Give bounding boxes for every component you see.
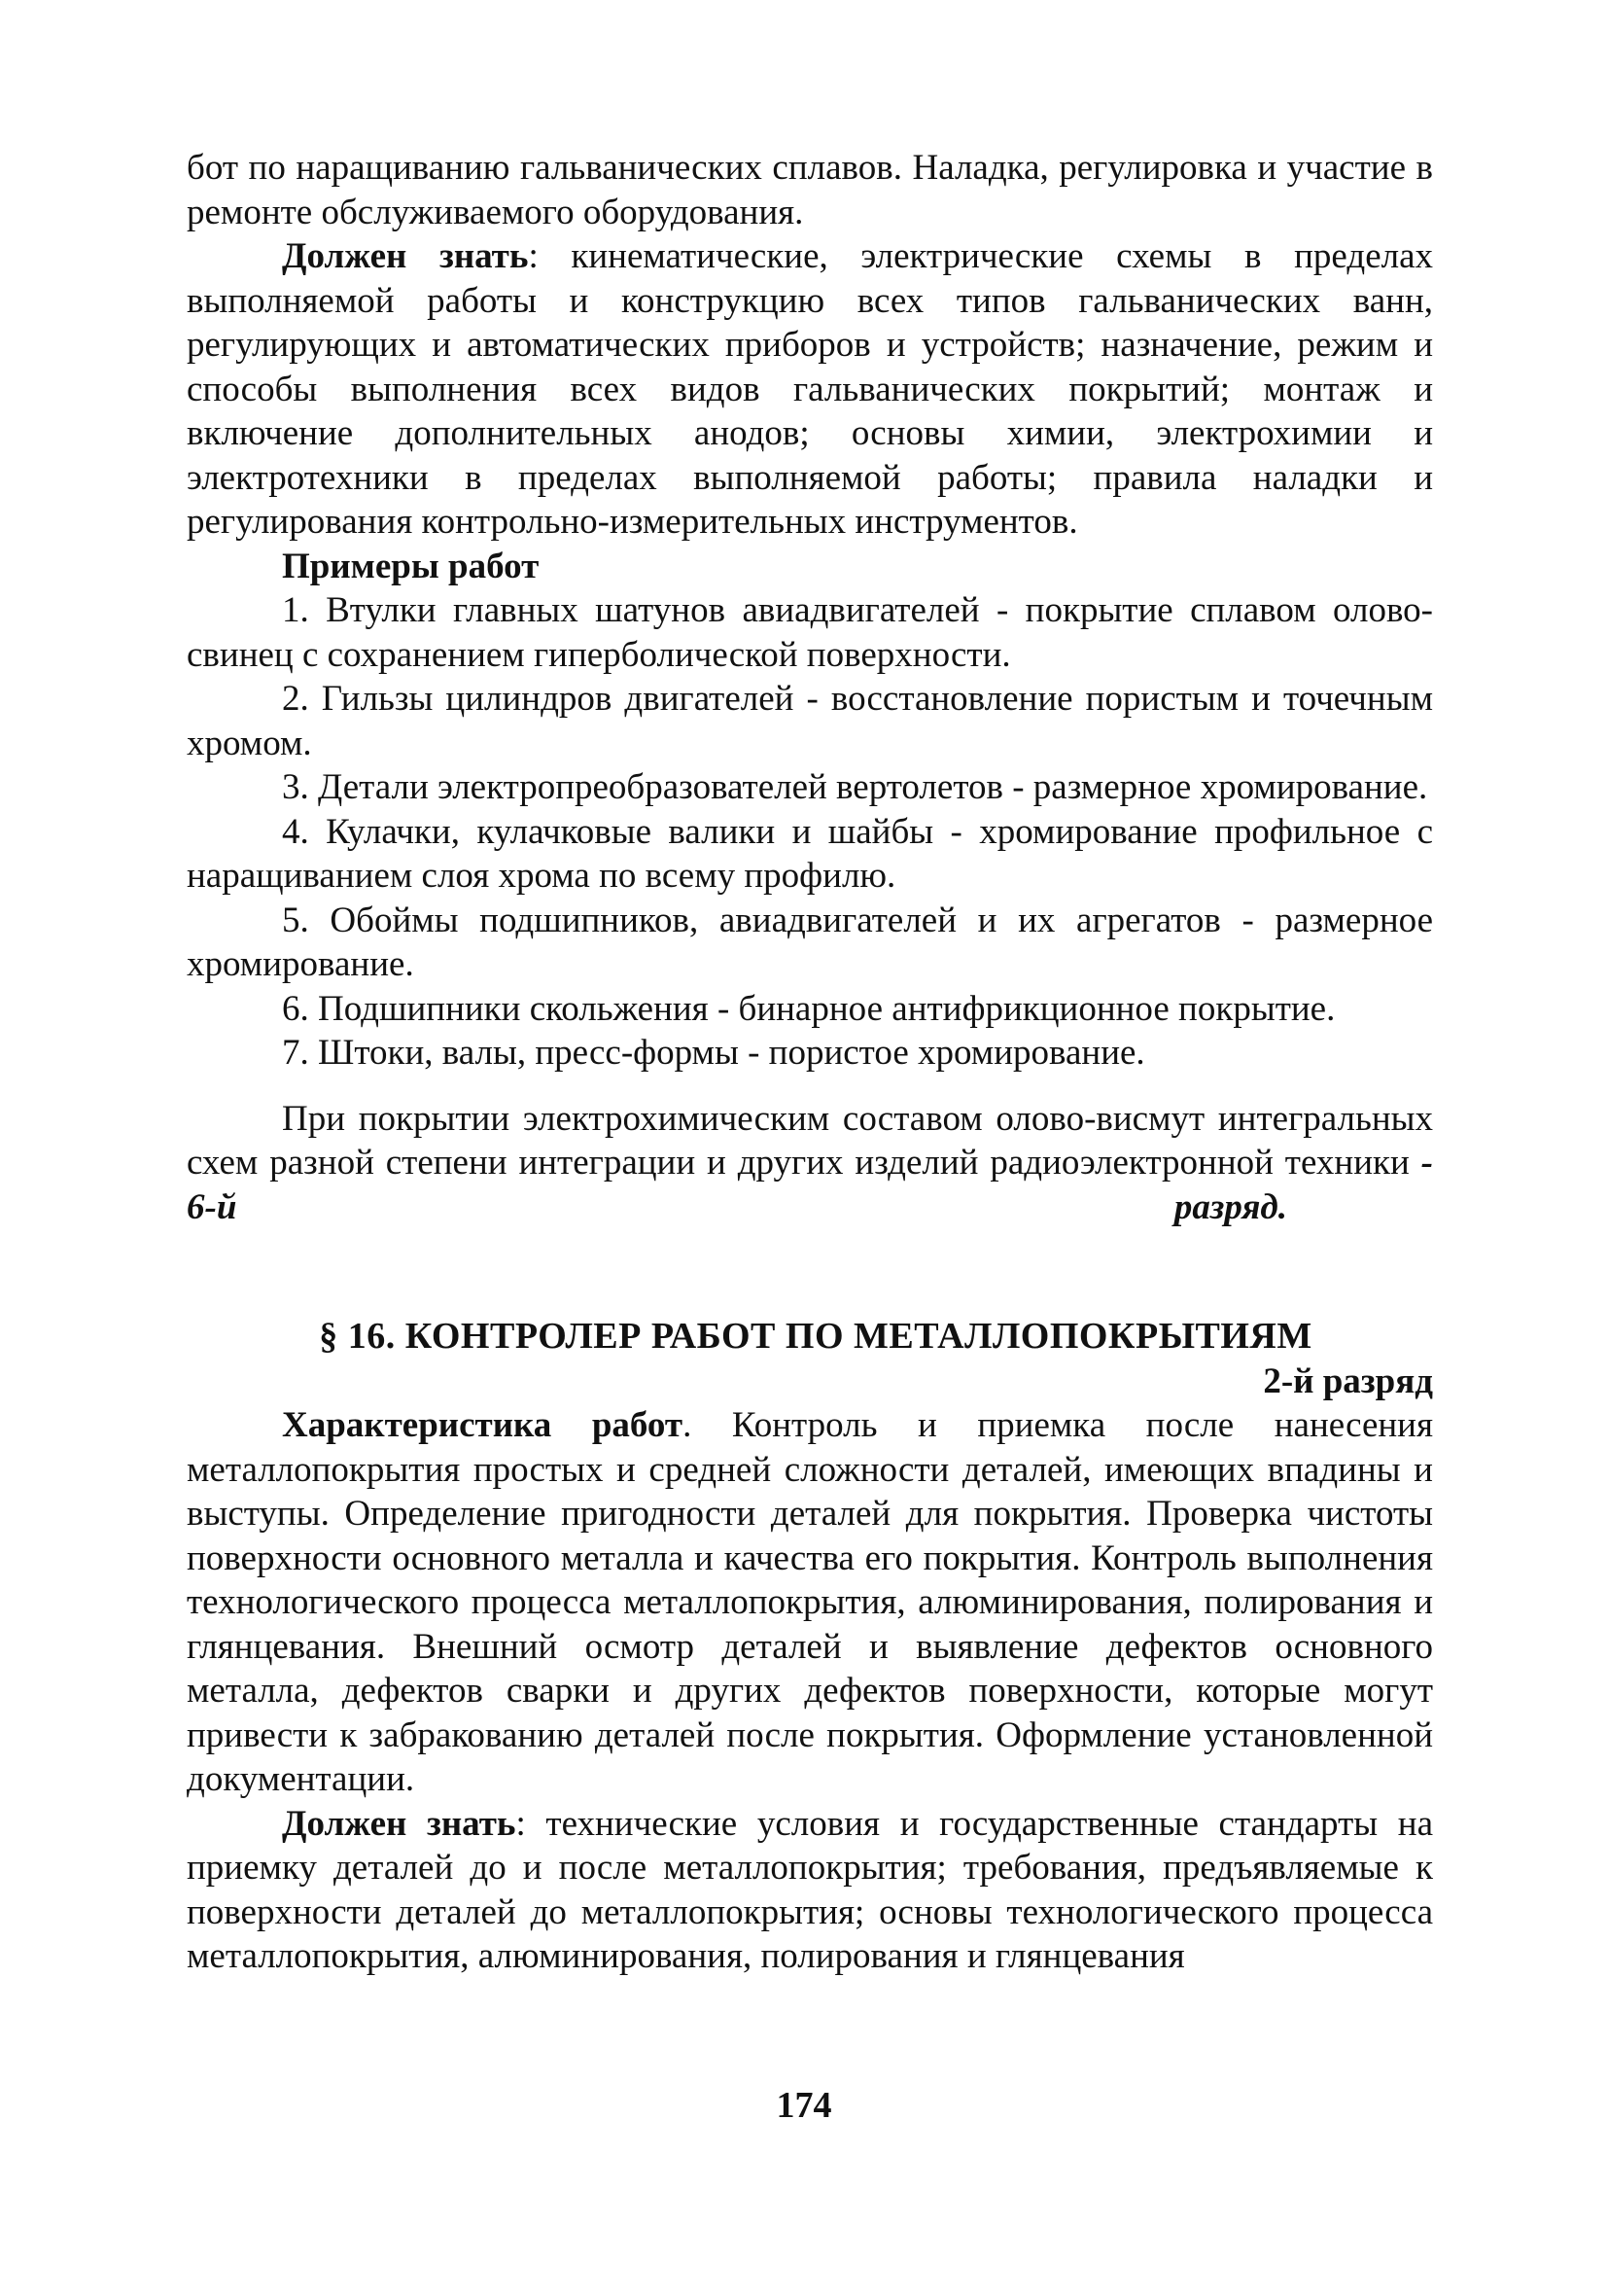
must-know-paragraph-2 (187, 1802, 1433, 1979)
spacer (187, 1076, 1433, 1097)
examples-heading: Примеры работ (282, 546, 540, 586)
example-item: 2. Гильзы цилиндров двигателей - восстановление пористым и точечным хромом. (187, 679, 1433, 763)
rank-label: 2-й разряд (1263, 1360, 1433, 1401)
characteristic-text: . Контроль и приемка после нанесения металлопокрытия простых и средней сложности деталей, имеющих впадины и выступы. Определение пригодности деталей для покрытия. Проверка чистоты поверхности основного металла и качества его покрытия. Контроль выполнения технологического процесса металлопокрытия, алюминирования, полирования и глянцевания. Внешний осмотр деталей и выявление дефектов основного металла, дефектов сварки и других дефектов поверхности, которые могут привести к забракованию деталей после покрытия. Оформление установленной документации. (187, 1405, 1433, 1799)
grade-note-text: При покрытии электрохимическим составом олово-висмут интегральных схем разной степени интеграции и других изделий радиоэлектронной техники (187, 1098, 1433, 1183)
continuation-paragraph: бот по наращиванию гальванических сплавов. Наладка, регулировка и участие в ремонте обслуживаемого оборудования. (187, 148, 1433, 232)
example-item: 1. Втулки главных шатунов авиадвигателей - покрытие сплавом олово-свинец с сохранением гиперболической поверхности. (187, 590, 1433, 675)
must-know-label-2: Должен знать (282, 1803, 516, 1844)
section-title: § 16. КОНТРОЛЕР РАБОТ ПО МЕТАЛЛОПОКРЫТИЯМ (319, 1316, 1312, 1357)
must-know-text-2: : технические условия и государственные стандарты на приемку деталей до и после металлопокрытия; требования, предъявляемые к поверхности деталей до металлопокрытия; основы технологического процесса металлопокрытия, алюминирования, полирования и глянцевания (187, 1803, 1433, 1976)
must-know-paragraph (187, 234, 1433, 545)
example-item: 3. Детали электропреобразователей вертолетов - размерное хромирование. (282, 767, 1428, 807)
characteristic-paragraph (187, 1403, 1433, 1802)
must-know-label: Должен знать (282, 236, 529, 276)
example-item: 6. Подшипники скольжения - бинарное антифрикционное покрытие. (282, 988, 1336, 1029)
page-number: 174 (776, 2085, 832, 2126)
text-column (187, 146, 1433, 1979)
characteristic-label: Характеристика работ (282, 1405, 683, 1445)
grade-note-paragraph (187, 1097, 1433, 1230)
example-item: 4. Кулачки, кулачковые валики и шайбы - хромирование профильное с наращиванием слоя хрома по всему профилю. (187, 811, 1433, 896)
example-item: 5. Обоймы подшипников, авиадвигателей и их агрегатов - размерное хромирование. (187, 900, 1433, 984)
grade-label: - 6-й разряд. (187, 1143, 1433, 1227)
example-item: 7. Штоки, валы, пресс-формы - пористое хромирование. (282, 1033, 1145, 1073)
must-know-text: : кинематические, электрические схемы в пределах выполняемой работы и конструкцию всех типов гальванических ванн, регулирующих и автоматических приборов и устройств; назначение, режим и способы выполнения всех видов гальванических покрытий; монтаж и включение дополнительных анодов; основы химии, электрохимии и электротехники в пределах выполняемой работы; правила наладки и регулирования контрольно-измерительных инструментов. (187, 236, 1433, 542)
